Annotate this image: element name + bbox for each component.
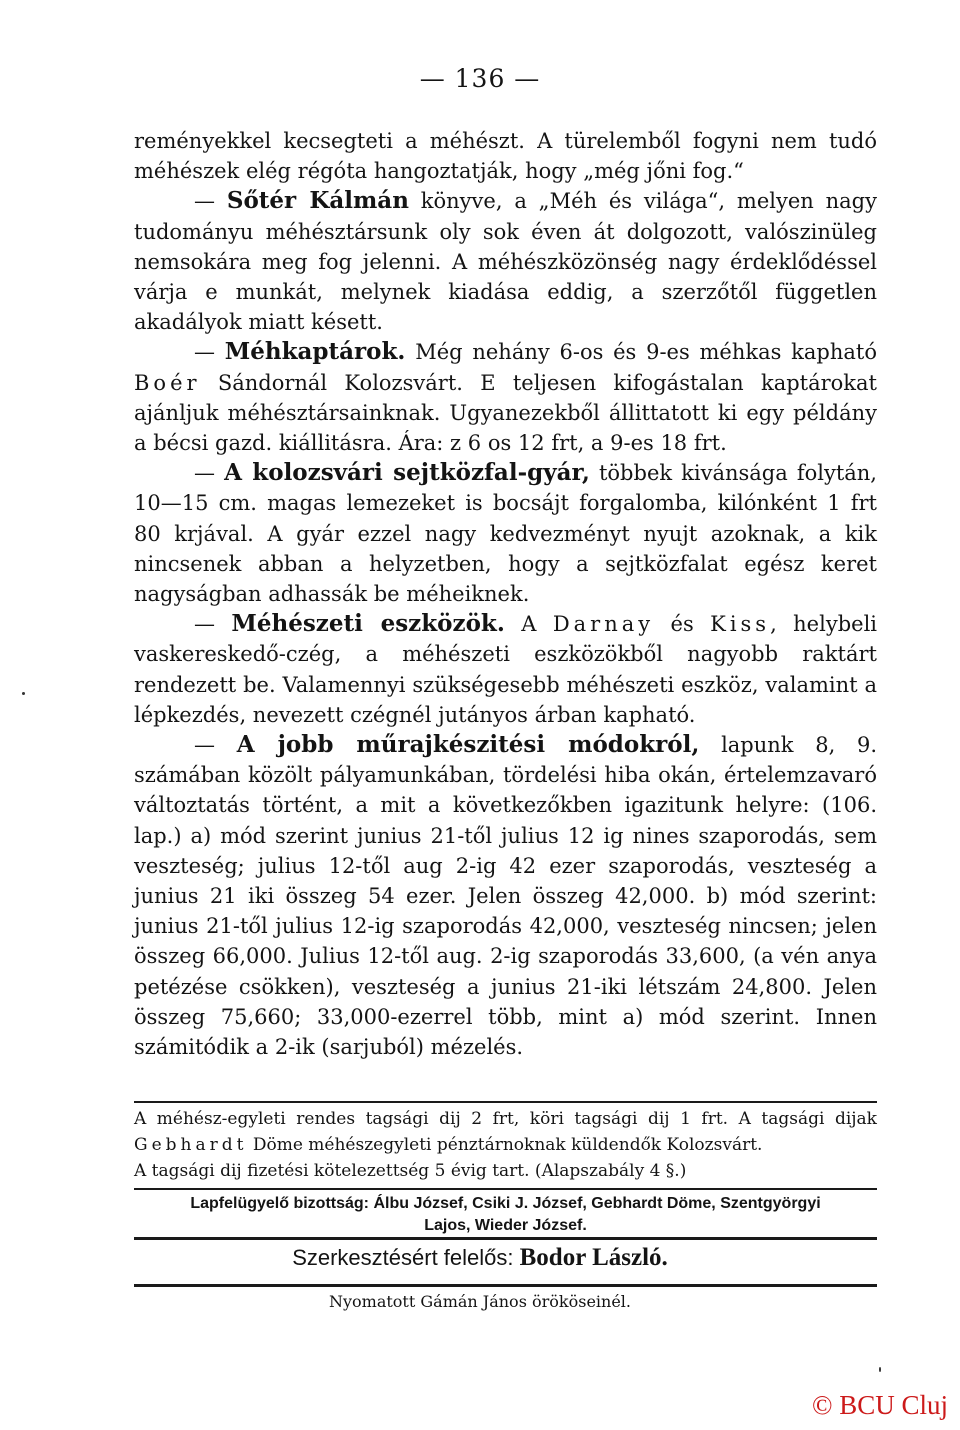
dash: — xyxy=(194,189,227,214)
heading-mehkaptarok: Méhkaptárok. xyxy=(224,338,406,366)
paragraph-4-text: többek kivánsága folytán, 10—15 cm. magas lemezeket is bocsájt forgalomba, kilónként 1 frt 80 krjával. A gyár ezzel nagy kedvezményt nyujt azoknak, a kik nincsenek abban a helyzetben, hogy a sejtközfalat egész keret nagyságban adhassák be méheiknek. xyxy=(134,461,877,607)
paragraph-5-text-a: A xyxy=(504,612,553,637)
heading-sejtkozfal: A kolozsvári sejtközfal-gyár, xyxy=(224,459,590,487)
paragraph-2-text: könyve, a „Méh és világa“, melyen nagy tudományu méhésztársunk oly sok éven át dolgozott, valószinüleg nemsokára meg fog jelenni. A méhészközönség nagy érdeklődéssel várja e munkát, melynek kiadása eddig, a szerzőtől független akadályok miatt késett. xyxy=(134,189,877,335)
divider xyxy=(134,1101,877,1103)
bcu-cluj-watermark: © BCU Cluj xyxy=(811,1390,948,1420)
supervisory-committee xyxy=(134,1193,877,1237)
paragraph-2 xyxy=(134,186,877,337)
membership-note-obligation: A tagsági dij fizetési kötelezettség 5 évig tart. (Alapszabály 4 §.) xyxy=(134,1161,687,1181)
committee-line-2: Lajos, Wieder József. xyxy=(424,1217,587,1234)
main-text xyxy=(134,126,877,1062)
heading-eszkozok: Méhészeti eszközök. xyxy=(231,610,505,638)
spaced-name-darnay: Darnay xyxy=(552,612,655,637)
divider xyxy=(134,1237,877,1240)
dash: — xyxy=(194,340,225,365)
divider xyxy=(134,1188,877,1190)
dash: — xyxy=(194,733,237,758)
membership-note-text-1: A méhész-egyleti rendes tagsági dij 2 frt, köri tagsági dij 1 frt. A tagsági dijak xyxy=(134,1109,877,1129)
paragraph-1: reményekkel kecsegteti a méhészt. A türelemből fogyni nem tudó méhészek elég régóta hangoztatják, hogy „még jőni fog.“ xyxy=(134,129,877,184)
heading-murajkeszites: A jobb műrajkészitési módokról, xyxy=(236,731,700,759)
paragraph-3 xyxy=(134,337,877,458)
spaced-name-gebhardt: Gebhardt xyxy=(134,1135,248,1155)
paragraph-6 xyxy=(134,730,877,1062)
paragraph-6-text: lapunk 8, 9. számában közölt pályamunkában, tördelési hiba okán, értelemzavaró változtatás történt, a mit a következőkben igazitunk helyre: (106. lap.) a) mód szerint junius 21-től julius 12 ig nines szaporodás, sem veszteség; julius 12-től aug 2-ig 42 ezer szaporodás, veszteség a junius 21 iki összeg 54 ezer. Jelen összeg 42,000. b) mód szerint: junius 21-től julius 12-ig szaporodás 42,000, veszteség nincsen; jelen összeg 66,000. Julius 12-től aug. 2-ig szaporodás 33,600, (a vén anya petézése csökken), veszteség a junius 21-iki létszám 24,800. Jelen összeg 75,660; 33,000-ezerrel több, mint a) mód szerint. Innen számitódik a 2-ik (sarjuból) mézelés. xyxy=(134,733,877,1060)
paragraph-5-text-c: , helybeli vaskereskedő-czég, a méhészeti eszközökből nagyobb raktárt rendezett be. Valamennyi szükségesebb méhészeti eszköz, valamint a lépkezdés, nevezett czégnél jutányos árban kapható. xyxy=(134,612,877,727)
committee-line-1: Lapfelügyelő bizottság: Álbu József, Csiki J. József, Gebhardt Döme, Szentgyörgyi xyxy=(190,1195,821,1212)
membership-note xyxy=(134,1106,877,1184)
heading-soter: Sőtér Kálmán xyxy=(226,187,409,215)
paragraph-4 xyxy=(134,458,877,609)
editor-label: Szerkesztésért felelős: xyxy=(292,1245,520,1270)
paper-speck xyxy=(879,1367,881,1372)
membership-note-line xyxy=(134,1106,877,1158)
spaced-name-boer: Boér xyxy=(134,370,201,395)
membership-note-text-2: Döme méhészegyleti pénztárnoknak küldendők Kolozsvárt. xyxy=(247,1135,763,1155)
paragraph-5-text-b: és xyxy=(654,612,711,637)
responsible-editor xyxy=(0,1244,960,1272)
editor-name: Bodor László. xyxy=(519,1244,668,1271)
printer-imprint: Nyomatott Gámán János örököseinél. xyxy=(328,1292,631,1311)
paper-speck xyxy=(22,692,25,695)
page-number: — 136 — xyxy=(419,64,541,93)
paragraph-5 xyxy=(134,609,877,730)
paragraph-3-text-b: Sándornál Kolozsvárt. E teljesen kifogástalan kaptárokat ajánljuk méhésztársainknak. Ugyanezekből állittatott ki egy példány a bécsi gazd. kiállitásra. Ára: z 6 os 12 frt, a 9-es 18 frt. xyxy=(134,370,877,456)
divider xyxy=(134,1284,877,1287)
spaced-name-kiss: Kiss xyxy=(710,612,771,637)
dash: — xyxy=(194,461,225,486)
paragraph-3-text-a: Még nehány 6-os és 9-es méhkas kapható xyxy=(405,340,877,365)
dash: — xyxy=(194,612,232,637)
